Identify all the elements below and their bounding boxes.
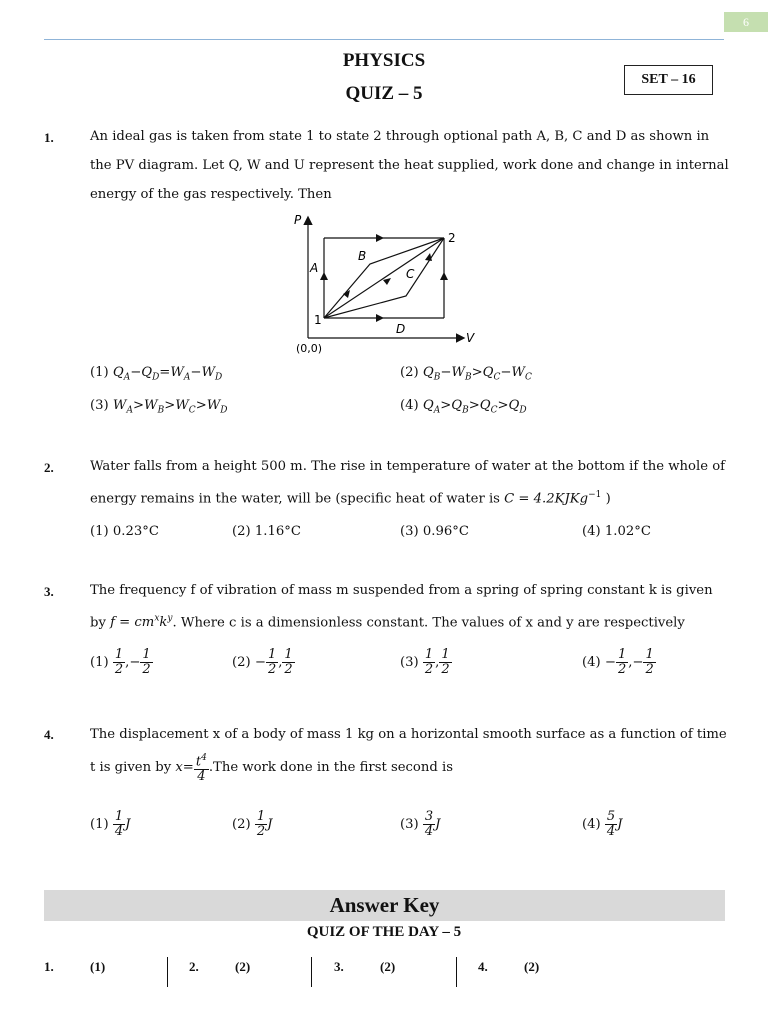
path-d-label: D [396,322,406,336]
question-3-option-1[interactable]: (1) $\frac{1}{2}$ ,− $\frac{1}{2}$ [90,647,151,677]
question-1-option-3[interactable]: (3) $W_A>W_B>W_C>W_D$ [90,398,228,416]
answer-4-question: 4. [478,959,488,974]
question-3-option-2[interactable]: (2) − $\frac{1}{2}$ , $\frac{1}{2}$ [232,647,293,677]
answer-1-question: 1. [44,959,54,974]
subject-title: PHYSICS [342,50,426,71]
question-1-option-2[interactable]: (2) $Q_B-W_B>Q_C-W_C$ [400,365,532,383]
path-a-label: A [310,261,319,275]
header-rule [44,39,724,40]
question-1-text: An ideal gas is taken from state 1 to state 2 through optional path A, B, C and D as shown in the PV diagram. Let Q, W and U represent the heat supplied, work done and change in internal energy of the gas respectively. Then [90,129,729,202]
question-3-number: 3. [44,584,54,599]
page-number: 6 [724,12,768,32]
answer-4-value: (2) [524,959,540,974]
answer-3-value: (2) [380,959,396,974]
answer-2-value: (2) [235,959,251,974]
v-label: V [466,331,475,345]
question-4-option-2[interactable]: (2) $\frac{1}{2}$ J [232,809,273,839]
question-2-option-4[interactable]: (4) 1.02°C [582,524,651,539]
answer-2-question: 2. [189,959,199,974]
question-4-option-4[interactable]: (4) $\frac{5}{4}$ J [582,809,623,839]
answer-3-question: 3. [334,959,344,974]
question-4-text: The displacement x of a body of mass 1 kg on a horizontal smooth surface as a function of time t is given by x= $\frac{t^4}{4}$ .The work done in the first second is [90,727,727,785]
question-3-text: The frequency f of vibration of mass m suspended from a spring of spring constant k is given by $f = cm^xk^y$. Where c is a dimensionless constant. The values of x and y are respectively [90,583,713,631]
question-4-option-3[interactable]: (3) $\frac{3}{4}$ J [400,809,441,839]
answer-divider [456,957,457,987]
answer-1-value: (1) [90,959,106,974]
answer-key-title: Answer Key [44,890,725,921]
pv-diagram [288,210,488,358]
question-1-option-1[interactable]: (1) $Q_A-Q_D=W_A-W_D$ [90,365,223,383]
answer-key-subtitle: QUIZ OF THE DAY – 5 [306,924,462,940]
question-4-number: 4. [44,727,54,742]
question-4-option-1[interactable]: (1) $\frac{1}{4}$ J [90,809,131,839]
question-1-option-4[interactable]: (4) $Q_A>Q_B>Q_C>Q_D$ [400,398,527,416]
question-3-option-3[interactable]: (3) $\frac{1}{2}$ , $\frac{1}{2}$ [400,647,450,677]
answer-divider [167,957,168,987]
question-2-number: 2. [44,460,54,475]
path-c-label: C [406,267,415,281]
question-1-number: 1. [44,130,54,145]
quiz-title: QUIZ – 5 [345,83,423,104]
question-2-option-1[interactable]: (1) 0.23°C [90,524,159,539]
question-2-text: Water falls from a height 500 m. The rise in temperature of water at the bottom if the whole of energy remains in the water, will be (specific heat of water is C = 4.2KJKg$^{-1}$ ) [90,459,726,507]
question-2-option-3[interactable]: (3) 0.96°C [400,524,469,539]
question-2-option-2[interactable]: (2) 1.16°C [232,524,301,539]
p-label: P [294,213,302,227]
answer-divider [311,957,312,987]
question-3-option-4[interactable]: (4) − $\frac{1}{2}$ ,− $\frac{1}{2}$ [582,647,654,677]
point-2-label: 2 [448,231,456,245]
origin-label: (0,0) [296,342,323,355]
point-1-label: 1 [314,313,322,327]
path-diagonal [324,238,444,318]
set-badge: SET – 16 [624,65,713,95]
path-b-label: B [358,249,367,263]
